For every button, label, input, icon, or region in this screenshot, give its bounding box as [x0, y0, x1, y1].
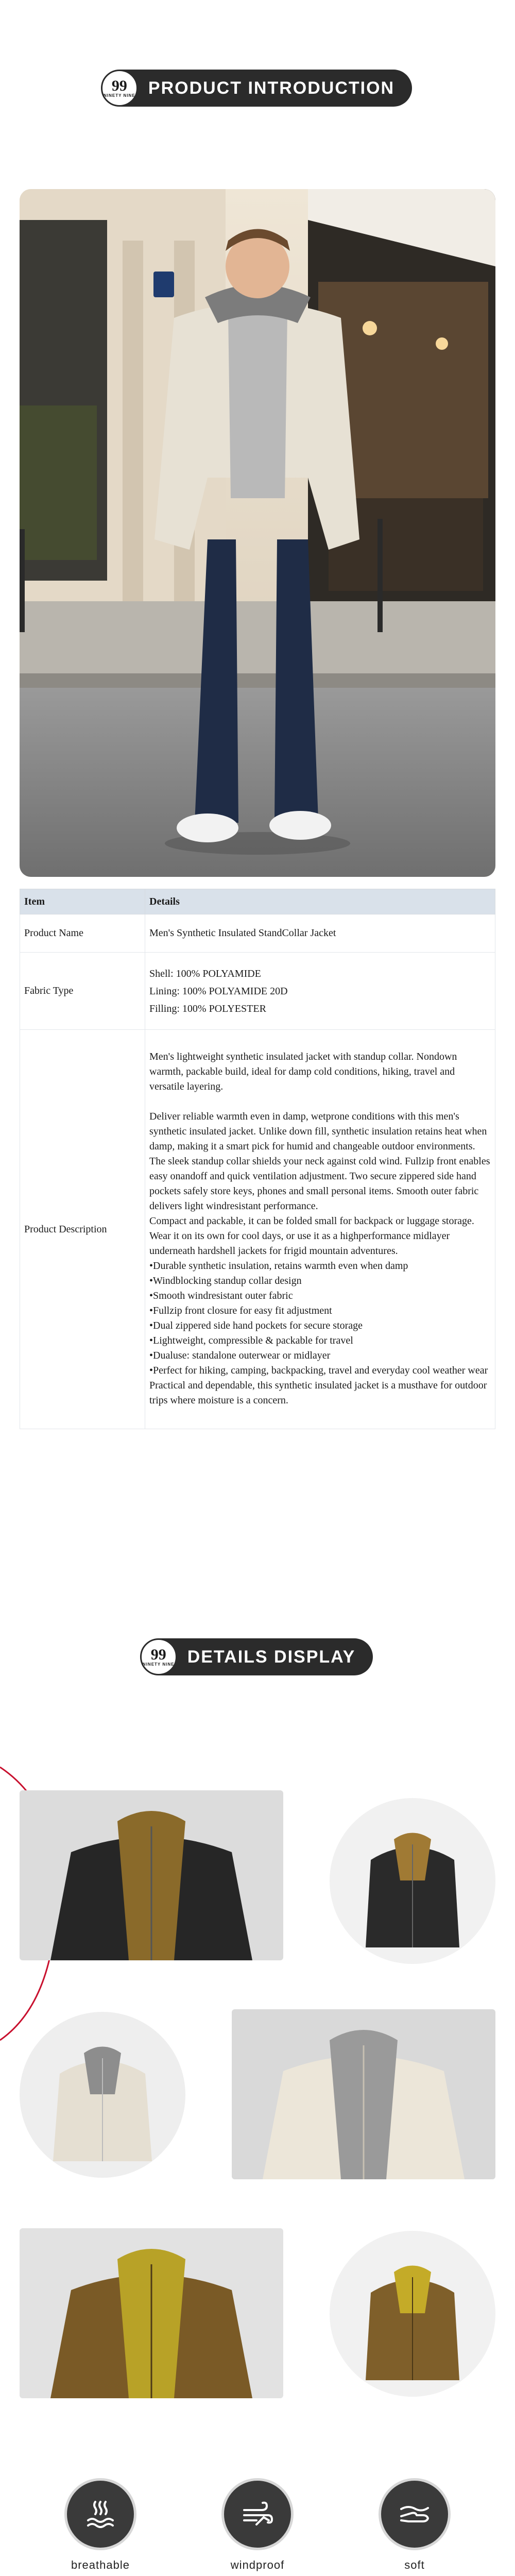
desc-line-1	[149, 1094, 491, 1109]
product-name-label: Product Name	[20, 914, 145, 953]
desc-line-5: •Durable synthetic insulation, retains warmth even when damp	[149, 1260, 408, 1272]
brand-logo-2	[140, 1638, 177, 1675]
fabric-type-value	[145, 953, 495, 1030]
gallery-olive-jacket-round	[330, 2231, 495, 2397]
intro-title: PRODUCT INTRODUCTION	[148, 78, 395, 98]
desc-line-11: •Dualuse: standalone outerwear or midlayer	[149, 1350, 331, 1361]
breathable-icon	[64, 2478, 136, 2550]
details-banner	[0, 1638, 515, 1675]
feature-breathable-label: breathable	[71, 2558, 130, 2571]
desc-line-7: •Smooth windresistant outer fabric	[149, 1290, 293, 1301]
desc-line-9: •Dual zippered side hand pockets for secure storage	[149, 1320, 363, 1331]
product-description-value	[145, 1030, 495, 1429]
gallery-black-jacket-round	[330, 1798, 495, 1964]
model-photo	[20, 189, 495, 877]
product-description-label: Product Description	[20, 1030, 145, 1429]
brand-logo-number: 99	[111, 77, 127, 94]
brand-logo-number-2: 99	[150, 1646, 166, 1663]
feature-windproof	[206, 2478, 309, 2572]
fabric-filling: Filling: 100% POLYESTER	[149, 1003, 266, 1014]
desc-line-6: •Windblocking standup collar design	[149, 1275, 302, 1286]
desc-line-4: Compact and packable, it can be folded small for backpack or luggage storage. Wear it on its own for cool days, or use it as a highperformance midlayer underneath hardshell jackets for frigid mountain adventures.	[149, 1215, 474, 1257]
fabric-lining: Lining: 100% POLYAMIDE 20D	[149, 985, 288, 997]
details-banner-pill	[142, 1638, 373, 1675]
gallery-olive-jacket-closeup	[20, 2228, 283, 2398]
details-title: DETAILS DISPLAY	[187, 1647, 356, 1667]
table-row-product-description	[20, 1030, 495, 1429]
header-item: Item	[20, 889, 145, 914]
desc-line-0: Men's lightweight synthetic insulated jacket with standup collar. Nondown warmth, packable build, ideal for damp cold conditions, hiking, travel and versatile layering.	[149, 1051, 457, 1092]
feature-soft-label: soft	[404, 2558, 425, 2571]
desc-line-12: •Perfect for hiking, camping, backpacking, travel and everyday cool weather wear	[149, 1365, 488, 1376]
intro-banner-pill	[103, 70, 412, 107]
product-name-value: Men's Synthetic Insulated StandCollar Jacket	[145, 914, 495, 953]
intro-banner	[0, 70, 515, 107]
table-row-product-name	[20, 914, 495, 953]
header-details: Details	[145, 889, 495, 914]
soft-icon	[379, 2478, 451, 2550]
desc-line-10: •Lightweight, compressible & packable for travel	[149, 1335, 353, 1346]
gallery-black-jacket-closeup	[20, 1790, 283, 1960]
spec-table-header	[20, 889, 495, 914]
feature-soft	[363, 2478, 466, 2572]
windproof-icon	[221, 2478, 294, 2550]
table-row-fabric-type	[20, 953, 495, 1030]
desc-line-13: Practical and dependable, this synthetic insulated jacket is a musthave for outdoor trips where moisture is a concern.	[149, 1380, 487, 1406]
feature-windproof-label: windproof	[230, 2558, 285, 2571]
brand-logo	[101, 70, 138, 107]
desc-line-2: Deliver reliable warmth even in damp, wetprone conditions with this men's synthetic insulated jacket. Unlike down fill, synthetic insulation retains heat when damp, making it a smart pick for humid and changeable outdoor environments.	[149, 1111, 487, 1152]
gallery-cream-jacket-round	[20, 2012, 185, 2178]
brand-logo-wordmark-2: NINETY NINE	[142, 1662, 175, 1667]
brand-logo-wordmark: NINETY NINE	[104, 93, 135, 98]
spec-table	[20, 889, 495, 1429]
desc-line-3: The sleek standup collar shields your neck against cold wind. Fullzip front enables easy onandoff and quick ventilation adjustment. Two secure zippered side hand pockets safely store keys, phones and small personal items. Smooth outer fabric delivers light windresistant performance.	[149, 1156, 490, 1212]
fabric-shell: Shell: 100% POLYAMIDE	[149, 968, 261, 979]
desc-line-8: •Fullzip front closure for easy fit adjustment	[149, 1305, 332, 1316]
feature-breathable	[49, 2478, 152, 2572]
fabric-type-label: Fabric Type	[20, 953, 145, 1030]
gallery-cream-jacket-closeup	[232, 2009, 495, 2179]
